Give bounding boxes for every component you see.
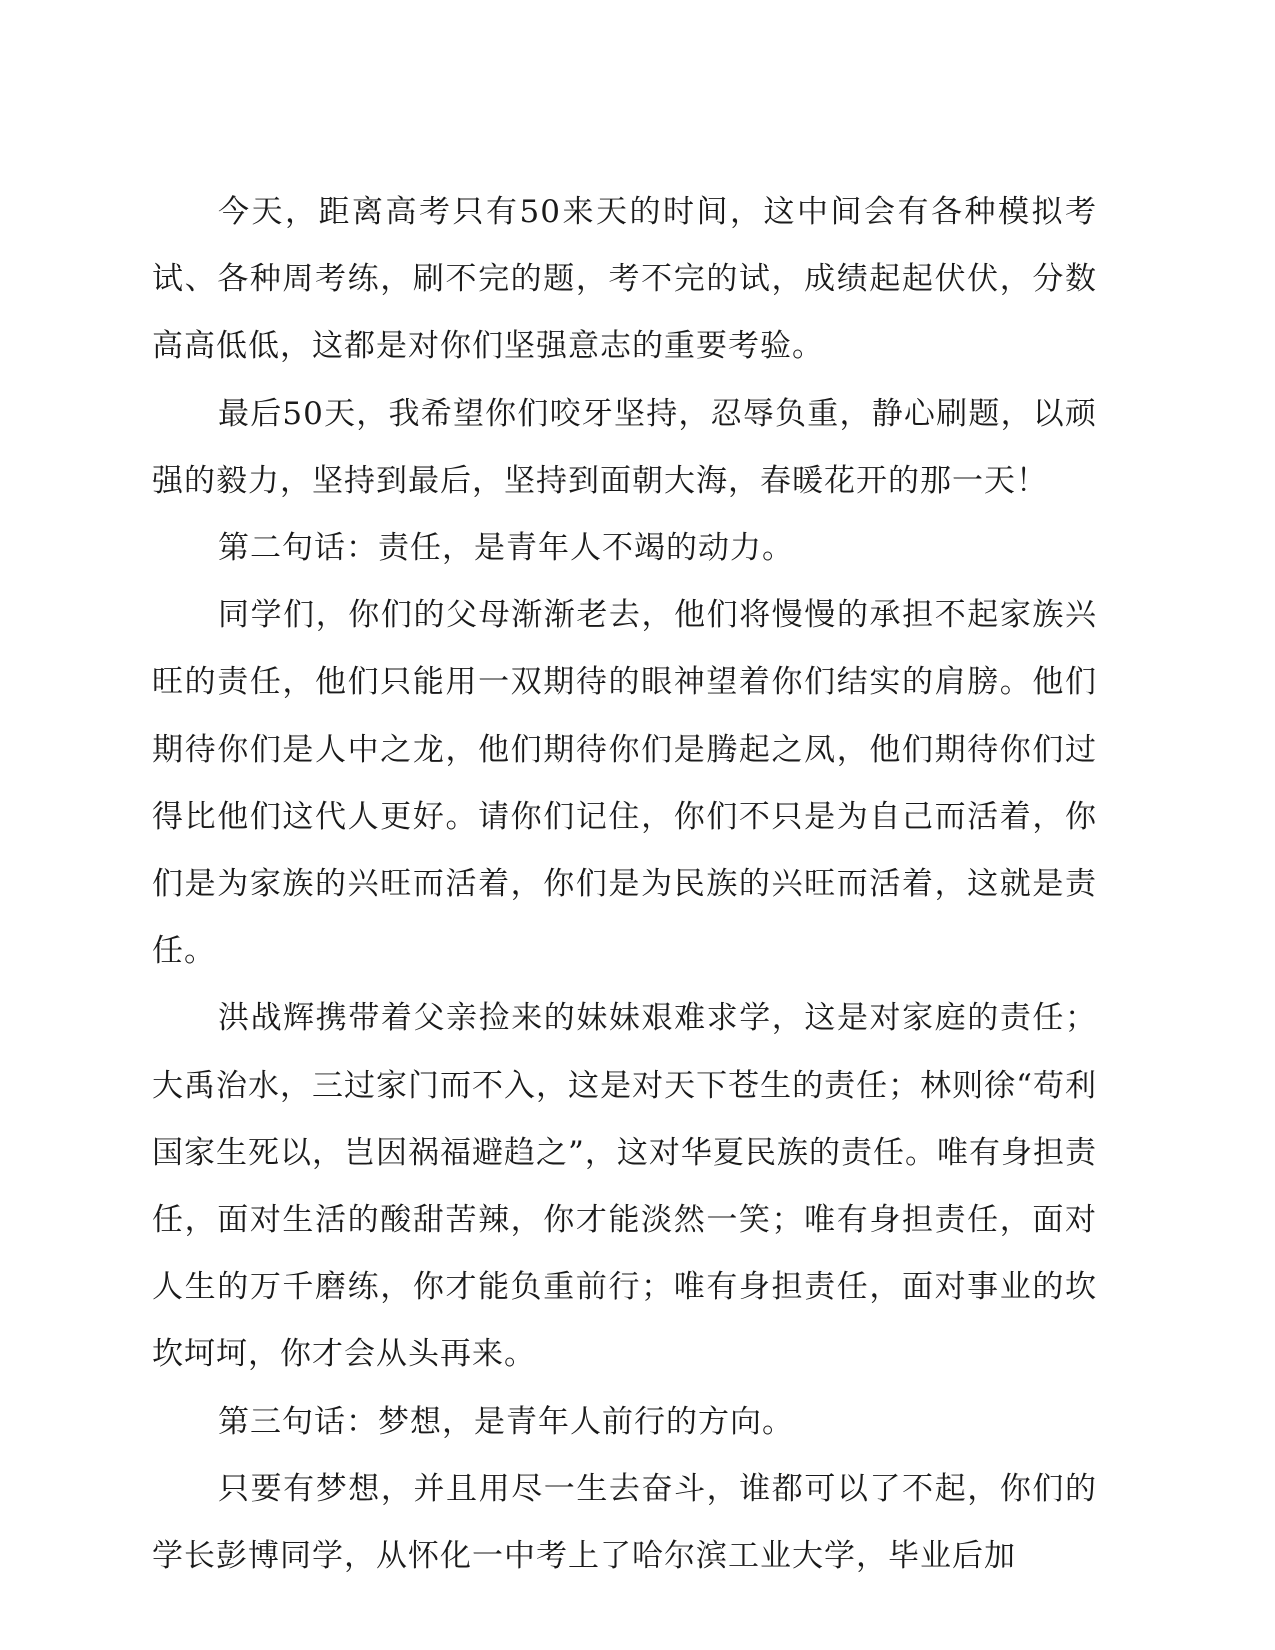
section-heading: 第二句话：责任，是青年人不竭的动力。	[218, 530, 794, 567]
paragraph: 最后50天，我希望你们咬牙坚持，忍辱负重，静心刷题，以顽强的毅力，坚持到最后，坚持到面朝大海，春暖花开的那一天！	[152, 395, 1097, 499]
document-body	[152, 179, 1097, 1590]
section-heading: 第三句话：梦想，是青年人前行的方向。	[218, 1403, 794, 1440]
paragraph: 只要有梦想，并且用尽一生去奋斗，谁都可以了不起，你们的学长彭博同学，从怀化一中考上了哈尔滨工业大学，毕业后加	[152, 1470, 1097, 1575]
paragraph: 洪战辉携带着父亲捡来的妹妹艰难求学，这是对家庭的责任；大禹治水，三过家门而不入，这是对天下苍生的责任；林则徐“苟利国家生死以，岂因祸福避趋之”，这对华夏民族的责任。唯有身担责任，面对生活的酸甜苦辣，你才能淡然一笑；唯有身担责任，面对人生的万千磨练，你才能负重前行；唯有身担责任，面对事业的坎坎坷坷，你才会从头再来。	[152, 1000, 1097, 1373]
paragraph: 今天，距离高考只有50来天的时间，这中间会有各种模拟考试、各种周考练，刷不完的题，考不完的试，成绩起起伏伏，分数高高低低，这都是对你们坚强意志的重要考验。	[152, 194, 1097, 365]
paragraph: 同学们，你们的父母渐渐老去，他们将慢慢的承担不起家族兴旺的责任，他们只能用一双期待的眼神望着你们结实的肩膀。他们期待你们是人中之龙，他们期待你们是腾起之凤，他们期待你们过得比他们这代人更好。请你们记住，你们不只是为自己而活着，你们是为家族的兴旺而活着，你们是为民族的兴旺而活着，这就是责任。	[152, 597, 1097, 970]
